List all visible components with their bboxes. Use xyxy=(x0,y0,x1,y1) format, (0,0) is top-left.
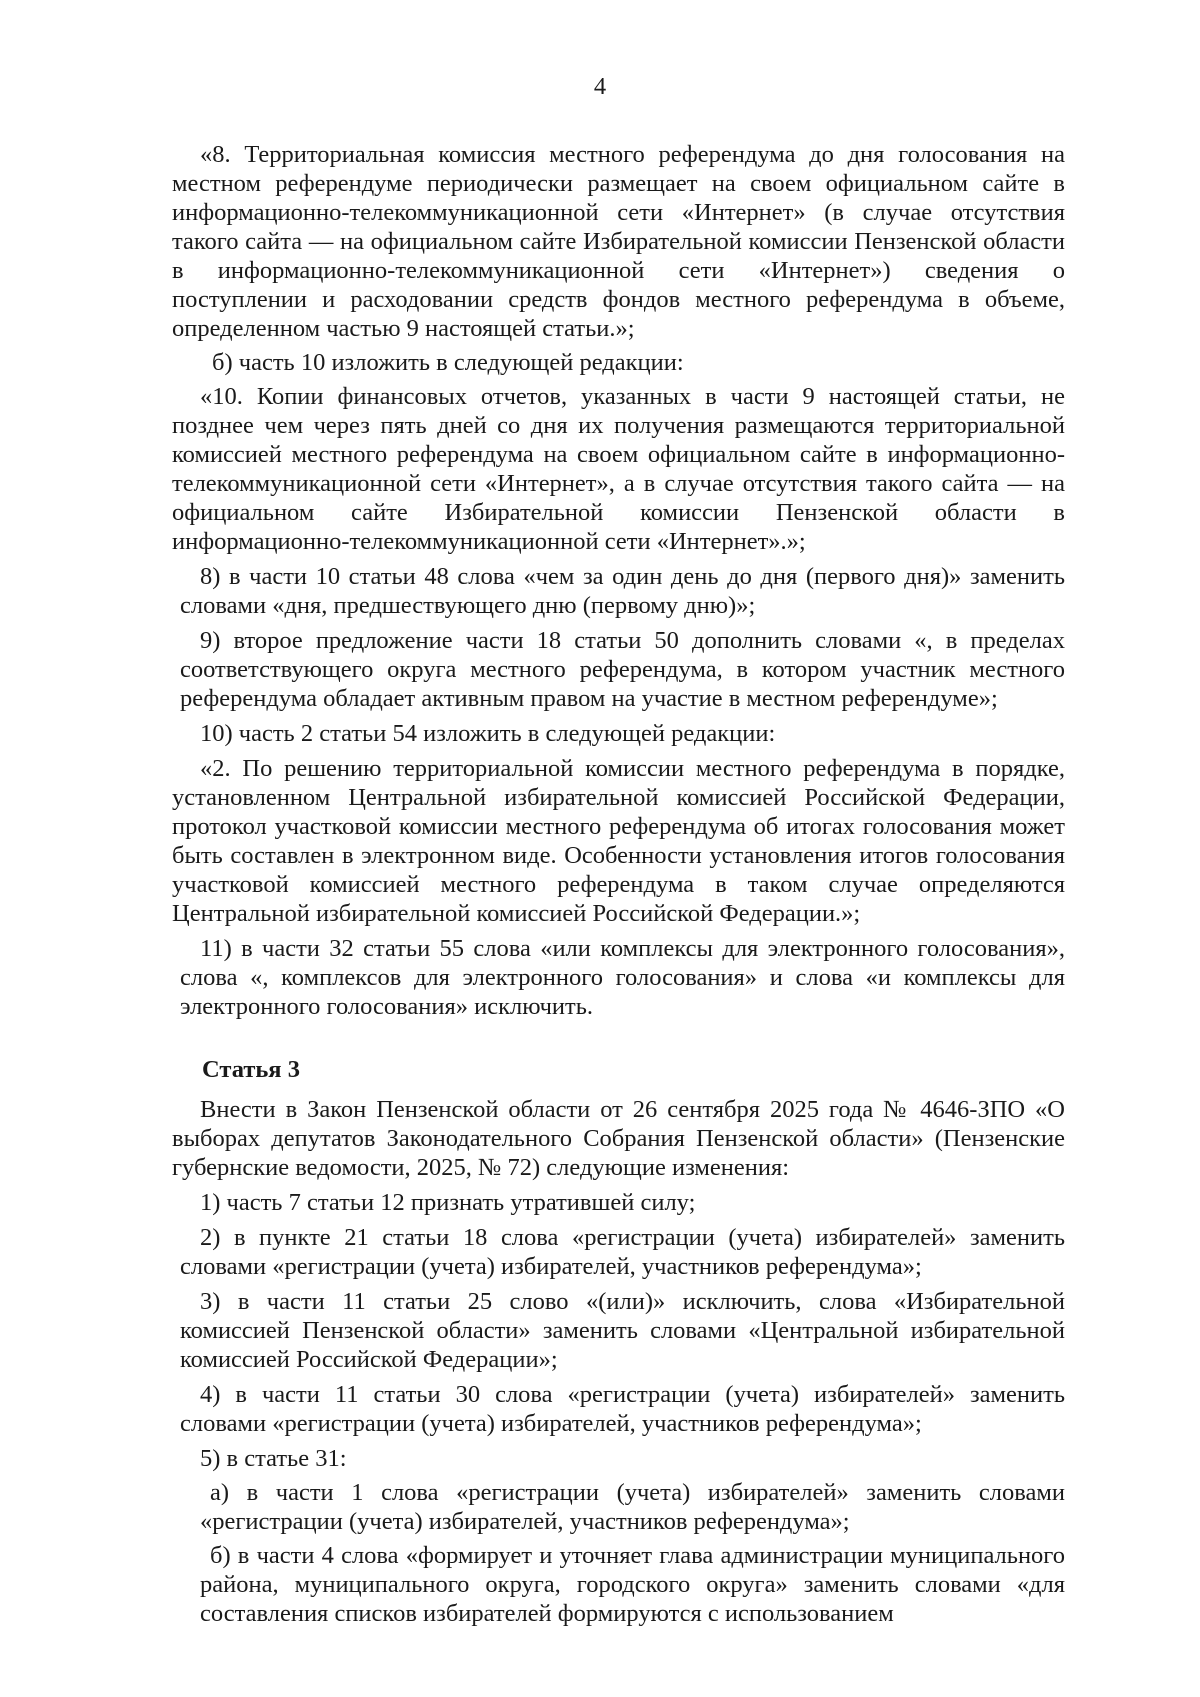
paragraph-article-3-intro: Внести в Закон Пензенской области от 26 сентября 2025 года № 4646-ЗПО «О выборах депутатов Законодательного Собрания Пензенской области» (Пензенские губернские ведомости, 2025, № 72) следующие изменения: xyxy=(172,1096,1065,1181)
paragraph-item-4: 4) в части 11 статьи 30 слова «регистрации (учета) избирателей» заменить словами «регистрации (учета) избирателей, участников референдума»; xyxy=(180,1381,1065,1437)
paragraph-quoted-part-8: «8. Территориальная комиссия местного референдума до дня голосования на местном референдуме периодически размещает на своем официальном сайте в информационно-телекоммуникационной сети «Интернет» (в случае отсутствия такого сайта — на официальном сайте Избирательной комиссии Пензенской области в информационно-телекоммуникационной сети «Интернет») сведения о поступлении и расходовании средств фондов местного референдума в объеме, определенном частью 9 настоящей статьи.»; xyxy=(172,141,1065,342)
paragraph-item-2: 2) в пункте 21 статьи 18 слова «регистрации (учета) избирателей» заменить словами «регистрации (учета) избирателей, участников референдума»; xyxy=(180,1224,1065,1280)
paragraph-quoted-part-10: «10. Копии финансовых отчетов, указанных в части 9 настоящей статьи, не позднее чем через пять дней со дня их получения размещаются территориальной комиссией местного референдума на своем официальном сайте в информационно-телекоммуникационной сети «Интернет», а в случае отсутствия такого сайта — на официальном сайте Избирательной комиссии Пензенской области в информационно-телекоммуникационной сети «Интернет».»; xyxy=(172,383,1065,555)
paragraph-item-b: б) часть 10 изложить в следующей редакции: xyxy=(212,349,684,376)
article-heading: Статья 3 xyxy=(202,1056,300,1083)
paragraph-item-9: 9) второе предложение части 18 статьи 50 дополнить словами «, в пределах соответствующего округа местного референдума, в котором участник местного референдума обладает активным правом на участие в местном референдуме»; xyxy=(180,627,1065,712)
paragraph-item-10: 10) часть 2 статьи 54 изложить в следующей редакции: xyxy=(200,720,776,747)
page-number: 4 xyxy=(593,73,607,100)
paragraph-subitem-a: а) в части 1 слова «регистрации (учета) избирателей» заменить словами «регистрации (учета) избирателей, участников референдума»; xyxy=(200,1479,1065,1535)
document-body xyxy=(172,140,1065,1628)
paragraph-item-5: 5) в статье 31: xyxy=(200,1445,347,1472)
paragraph-quoted-part-2: «2. По решению территориальной комиссии местного референдума в порядке, установленном Центральной избирательной комиссией Российской Федерации, протокол участковой комиссии местного референдума об итогах голосования может быть составлен в электронном виде. Особенности установления итогов голосования участковой комиссией местного референдума в таком случае определяются Центральной избирательной комиссией Российской Федерации.»; xyxy=(172,755,1065,927)
paragraph-subitem-b: б) в части 4 слова «формирует и уточняет глава администрации муниципального района, муниципального округа, городского округа» заменить словами «для составления списков избирателей формируются с использованием xyxy=(200,1542,1065,1627)
paragraph-item-3: 3) в части 11 статьи 25 слово «(или)» исключить, слова «Избирательной комиссией Пензенской области» заменить словами «Центральной избирательной комиссией Российской Федерации»; xyxy=(180,1288,1065,1373)
paragraph-item-1: 1) часть 7 статьи 12 признать утратившей силу; xyxy=(200,1189,696,1216)
paragraph-item-8: 8) в части 10 статьи 48 слова «чем за один день до дня (первого дня)» заменить словами «дня, предшествующего дню (первому дню)»; xyxy=(180,563,1065,619)
paragraph-item-11: 11) в части 32 статьи 55 слова «или комплексы для электронного голосования», слова «, комплексов для электронного голосования» и слова «и комплексы для электронного голосования» исключить. xyxy=(180,935,1065,1020)
